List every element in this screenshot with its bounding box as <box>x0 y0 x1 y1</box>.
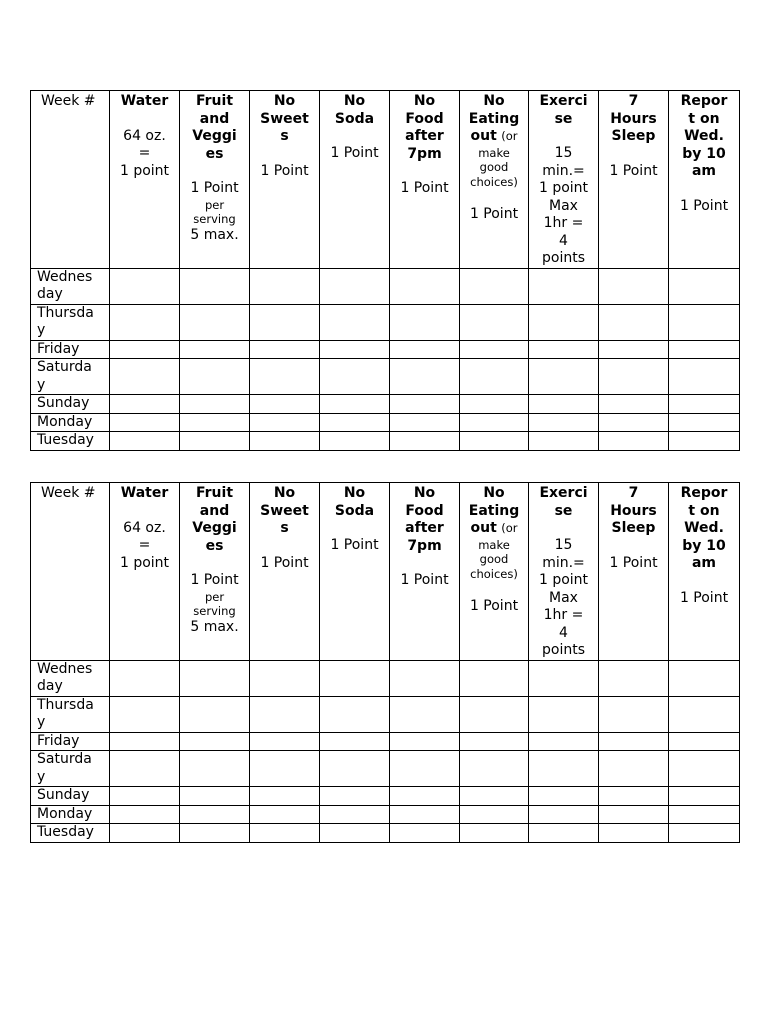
entry-cell[interactable] <box>110 805 180 824</box>
weekly-points-table-1 <box>30 90 740 451</box>
entry-cell[interactable] <box>529 660 599 696</box>
no-sweets-header: No Sweet s 1 Point <box>250 91 320 269</box>
entry-cell[interactable] <box>110 660 180 696</box>
day-label-tuesday: Tuesday <box>31 432 110 451</box>
entry-cell[interactable] <box>669 413 740 432</box>
entry-cell[interactable] <box>599 696 669 732</box>
row-thursday <box>31 696 740 732</box>
day-label-friday: Friday <box>31 732 110 751</box>
entry-cell[interactable] <box>669 805 740 824</box>
exercise-header: Exerci se 15 min.= 1 point Max 1hr = 4 points <box>529 483 599 661</box>
report-header: Repor t on Wed. by 10 am 1 Point <box>669 483 740 661</box>
entry-cell[interactable] <box>180 787 250 806</box>
entry-cell[interactable] <box>460 696 529 732</box>
entry-cell[interactable] <box>250 660 320 696</box>
sleep-header: 7 Hours Sleep 1 Point <box>599 91 669 269</box>
entry-cell[interactable] <box>110 432 180 451</box>
entry-cell[interactable] <box>460 340 529 359</box>
entry-cell[interactable] <box>460 824 529 843</box>
entry-cell[interactable] <box>250 304 320 340</box>
entry-cell[interactable] <box>669 696 740 732</box>
no-eating-out-header: No Eating out (or make good choices) 1 Point <box>460 483 529 661</box>
entry-cell[interactable] <box>460 268 529 304</box>
entry-cell[interactable] <box>250 268 320 304</box>
day-label-thursday: Thursda y <box>31 304 110 340</box>
entry-cell[interactable] <box>460 805 529 824</box>
entry-cell[interactable] <box>460 304 529 340</box>
day-label-monday: Monday <box>31 805 110 824</box>
no-food-after-7pm-header: No Food after 7pm 1 Point <box>390 91 460 269</box>
entry-cell[interactable] <box>320 805 390 824</box>
entry-cell[interactable] <box>669 787 740 806</box>
entry-cell[interactable] <box>180 304 250 340</box>
entry-cell[interactable] <box>390 805 460 824</box>
report-header: Repor t on Wed. by 10 am 1 Point <box>669 91 740 269</box>
entry-cell[interactable] <box>320 340 390 359</box>
row-saturday <box>31 751 740 787</box>
exercise-header: Exerci se 15 min.= 1 point Max 1hr = 4 points <box>529 91 599 269</box>
entry-cell[interactable] <box>599 660 669 696</box>
entry-cell[interactable] <box>250 359 320 395</box>
header-row <box>31 483 740 661</box>
row-tuesday <box>31 824 740 843</box>
entry-cell[interactable] <box>599 359 669 395</box>
day-label-monday: Monday <box>31 413 110 432</box>
entry-cell[interactable] <box>180 660 250 696</box>
entry-cell[interactable] <box>180 805 250 824</box>
entry-cell[interactable] <box>390 787 460 806</box>
entry-cell[interactable] <box>250 432 320 451</box>
entry-cell[interactable] <box>110 359 180 395</box>
entry-cell[interactable] <box>669 304 740 340</box>
entry-cell[interactable] <box>390 824 460 843</box>
entry-cell[interactable] <box>529 824 599 843</box>
entry-cell[interactable] <box>529 432 599 451</box>
entry-cell[interactable] <box>599 340 669 359</box>
entry-cell[interactable] <box>460 395 529 414</box>
entry-cell[interactable] <box>599 787 669 806</box>
no-soda-header: No Soda 1 Point <box>320 91 390 269</box>
entry-cell[interactable] <box>529 696 599 732</box>
entry-cell[interactable] <box>250 340 320 359</box>
entry-cell[interactable] <box>529 304 599 340</box>
day-label-wednesday: Wednes day <box>31 268 110 304</box>
entry-cell[interactable] <box>320 395 390 414</box>
sleep-header: 7 Hours Sleep 1 Point <box>599 483 669 661</box>
entry-cell[interactable] <box>669 432 740 451</box>
day-label-sunday: Sunday <box>31 787 110 806</box>
entry-cell[interactable] <box>110 395 180 414</box>
entry-cell[interactable] <box>110 413 180 432</box>
week-number-header: Week # <box>31 91 110 269</box>
entry-cell[interactable] <box>250 395 320 414</box>
entry-cell[interactable] <box>390 696 460 732</box>
entry-cell[interactable] <box>320 304 390 340</box>
entry-cell[interactable] <box>180 413 250 432</box>
water-header: Water 64 oz. = 1 point <box>110 91 180 269</box>
entry-cell[interactable] <box>599 268 669 304</box>
entry-cell[interactable] <box>390 432 460 451</box>
no-soda-header: No Soda 1 Point <box>320 483 390 661</box>
row-thursday <box>31 304 740 340</box>
entry-cell[interactable] <box>669 268 740 304</box>
row-sunday <box>31 787 740 806</box>
entry-cell[interactable] <box>529 732 599 751</box>
entry-cell[interactable] <box>180 751 250 787</box>
entry-cell[interactable] <box>390 359 460 395</box>
entry-cell[interactable] <box>250 805 320 824</box>
entry-cell[interactable] <box>320 359 390 395</box>
day-label-friday: Friday <box>31 340 110 359</box>
entry-cell[interactable] <box>460 751 529 787</box>
entry-cell[interactable] <box>460 732 529 751</box>
entry-cell[interactable] <box>320 413 390 432</box>
entry-cell[interactable] <box>250 824 320 843</box>
entry-cell[interactable] <box>669 732 740 751</box>
entry-cell[interactable] <box>320 696 390 732</box>
entry-cell[interactable] <box>460 660 529 696</box>
entry-cell[interactable] <box>390 660 460 696</box>
week-number-header: Week # <box>31 483 110 661</box>
entry-cell[interactable] <box>110 824 180 843</box>
entry-cell[interactable] <box>529 787 599 806</box>
no-eating-out-header: No Eating out (or make good choices) 1 Point <box>460 91 529 269</box>
entry-cell[interactable] <box>180 432 250 451</box>
entry-cell[interactable] <box>529 413 599 432</box>
row-friday <box>31 732 740 751</box>
entry-cell[interactable] <box>599 751 669 787</box>
entry-cell[interactable] <box>180 395 250 414</box>
weekly-points-table-2 <box>30 482 740 843</box>
entry-cell[interactable] <box>529 805 599 824</box>
entry-cell[interactable] <box>390 340 460 359</box>
row-monday <box>31 413 740 432</box>
entry-cell[interactable] <box>669 359 740 395</box>
entry-cell[interactable] <box>250 732 320 751</box>
entry-cell[interactable] <box>180 696 250 732</box>
entry-cell[interactable] <box>669 751 740 787</box>
entry-cell[interactable] <box>110 696 180 732</box>
day-label-wednesday: Wednes day <box>31 660 110 696</box>
entry-cell[interactable] <box>180 824 250 843</box>
entry-cell[interactable] <box>460 359 529 395</box>
day-label-saturday: Saturda y <box>31 751 110 787</box>
entry-cell[interactable] <box>180 340 250 359</box>
entry-cell[interactable] <box>390 413 460 432</box>
entry-cell[interactable] <box>250 413 320 432</box>
entry-cell[interactable] <box>320 660 390 696</box>
entry-cell[interactable] <box>669 824 740 843</box>
entry-cell[interactable] <box>599 304 669 340</box>
row-tuesday <box>31 432 740 451</box>
entry-cell[interactable] <box>250 787 320 806</box>
entry-cell[interactable] <box>320 824 390 843</box>
entry-cell[interactable] <box>599 824 669 843</box>
entry-cell[interactable] <box>529 395 599 414</box>
row-friday <box>31 340 740 359</box>
day-label-thursday: Thursda y <box>31 696 110 732</box>
entry-cell[interactable] <box>320 268 390 304</box>
row-wednesday <box>31 268 740 304</box>
entry-cell[interactable] <box>110 304 180 340</box>
entry-cell[interactable] <box>390 395 460 414</box>
entry-cell[interactable] <box>460 413 529 432</box>
entry-cell[interactable] <box>110 340 180 359</box>
entry-cell[interactable] <box>250 751 320 787</box>
entry-cell[interactable] <box>110 732 180 751</box>
day-label-saturday: Saturda y <box>31 359 110 395</box>
entry-cell[interactable] <box>320 787 390 806</box>
entry-cell[interactable] <box>180 359 250 395</box>
entry-cell[interactable] <box>460 432 529 451</box>
entry-cell[interactable] <box>529 340 599 359</box>
entry-cell[interactable] <box>320 751 390 787</box>
row-sunday <box>31 395 740 414</box>
entry-cell[interactable] <box>599 732 669 751</box>
day-label-sunday: Sunday <box>31 395 110 414</box>
entry-cell[interactable] <box>460 787 529 806</box>
entry-cell[interactable] <box>320 732 390 751</box>
entry-cell[interactable] <box>599 395 669 414</box>
fruit-veggies-header: Fruit and Veggi es 1 Point per serving 5 max. <box>180 91 250 269</box>
row-monday <box>31 805 740 824</box>
entry-cell[interactable] <box>390 751 460 787</box>
no-sweets-header: No Sweet s 1 Point <box>250 483 320 661</box>
entry-cell[interactable] <box>529 359 599 395</box>
entry-cell[interactable] <box>529 268 599 304</box>
entry-cell[interactable] <box>599 805 669 824</box>
entry-cell[interactable] <box>529 751 599 787</box>
entry-cell[interactable] <box>669 660 740 696</box>
entry-cell[interactable] <box>669 340 740 359</box>
entry-cell[interactable] <box>180 268 250 304</box>
entry-cell[interactable] <box>669 395 740 414</box>
entry-cell[interactable] <box>110 787 180 806</box>
entry-cell[interactable] <box>599 432 669 451</box>
header-row <box>31 91 740 269</box>
entry-cell[interactable] <box>110 268 180 304</box>
entry-cell[interactable] <box>390 732 460 751</box>
entry-cell[interactable] <box>110 751 180 787</box>
entry-cell[interactable] <box>180 732 250 751</box>
entry-cell[interactable] <box>320 432 390 451</box>
entry-cell[interactable] <box>599 413 669 432</box>
water-header: Water 64 oz. = 1 point <box>110 483 180 661</box>
fruit-veggies-header: Fruit and Veggi es 1 Point per serving 5 max. <box>180 483 250 661</box>
row-wednesday <box>31 660 740 696</box>
row-saturday <box>31 359 740 395</box>
no-food-after-7pm-header: No Food after 7pm 1 Point <box>390 483 460 661</box>
entry-cell[interactable] <box>390 304 460 340</box>
entry-cell[interactable] <box>250 696 320 732</box>
entry-cell[interactable] <box>390 268 460 304</box>
day-label-tuesday: Tuesday <box>31 824 110 843</box>
